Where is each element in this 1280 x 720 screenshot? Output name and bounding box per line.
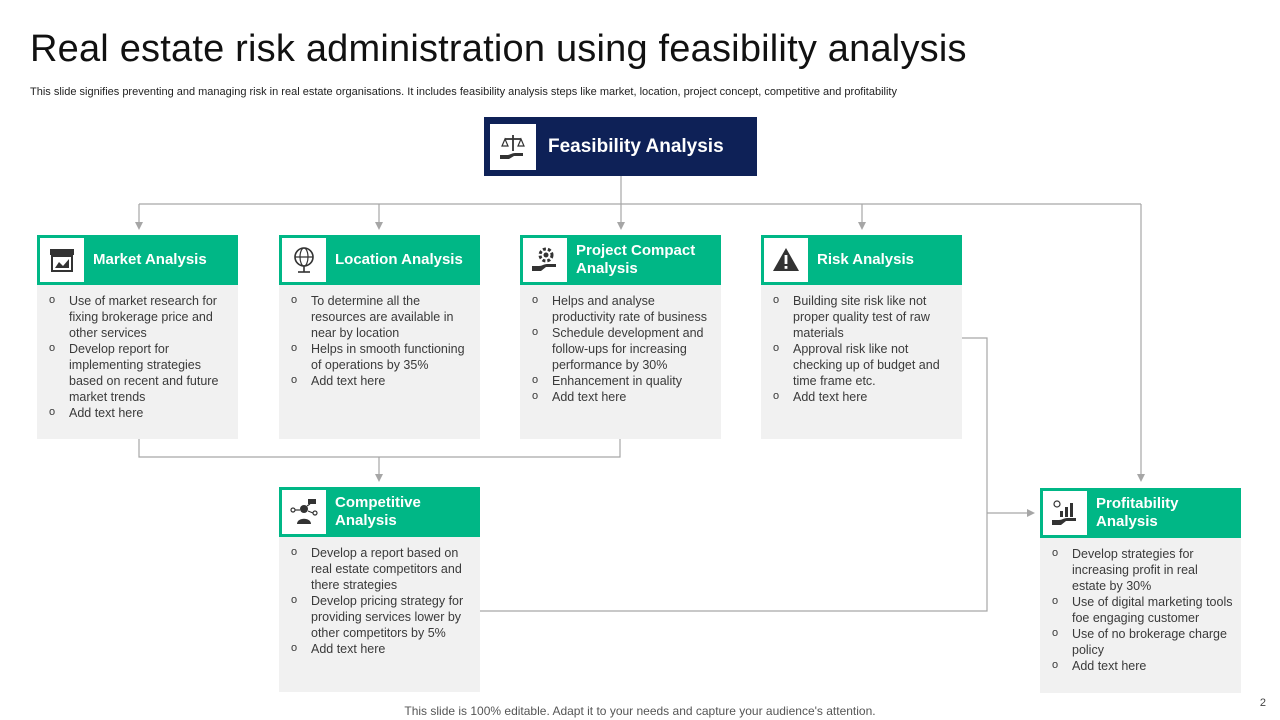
card-market-analysis	[37, 235, 238, 439]
person-network-icon	[282, 490, 326, 534]
list-item: o Approval risk like not checking up of budget and time frame etc.	[773, 341, 956, 389]
card-location-analysis	[279, 235, 480, 439]
card-title: Profitability Analysis	[1096, 495, 1179, 530]
card-profitability-analysis	[1040, 488, 1241, 693]
scale-hand-icon	[490, 124, 536, 170]
card-competitive-analysis	[279, 487, 480, 692]
connector-merge-bus	[139, 438, 620, 457]
root-label: Feasibility Analysis	[548, 135, 724, 157]
list-item: o Enhancement in quality	[532, 373, 715, 389]
card-body	[279, 285, 480, 439]
list-item: o Add text here	[291, 641, 474, 657]
card-header	[37, 235, 238, 285]
card-header	[520, 235, 721, 285]
storefront-icon	[40, 238, 84, 282]
card-title: Market Analysis	[93, 251, 207, 268]
list-item: o Add text here	[291, 373, 474, 389]
slide-footer: This slide is 100% editable. Adapt it to your needs and capture your audience's attention.	[404, 704, 876, 718]
slide-title: Real estate risk administration using feasibility analysis	[30, 28, 967, 70]
card-title: Competitive Analysis	[335, 494, 421, 529]
page-number: 2	[1259, 697, 1266, 709]
card-body	[279, 537, 480, 692]
card-title: Location Analysis	[335, 251, 463, 268]
gear-hand-icon	[523, 238, 567, 282]
card-header	[1040, 488, 1241, 538]
list-item: o Add text here	[49, 405, 232, 421]
list-item: o Add text here	[532, 389, 715, 405]
card-body	[520, 285, 721, 439]
list-item: o Add text here	[773, 389, 956, 405]
card-body	[761, 285, 962, 439]
list-item: o Schedule development and follow-ups for increasing performance by 30%	[532, 325, 715, 373]
card-title: Project Compact Analysis	[576, 242, 696, 277]
list-item: o Building site risk like not proper quality test of raw materials	[773, 293, 956, 341]
slide-subtitle: This slide signifies preventing and managing risk in real estate organisations. It includes feasibility analysis steps like market, location, project concept, competitive and profitability	[30, 86, 897, 98]
card-header	[761, 235, 962, 285]
list-item: o Develop strategies for increasing profit in real estate by 30%	[1052, 546, 1235, 594]
card-risk-analysis	[761, 235, 962, 439]
list-item: o Use of market research for fixing brokerage price and other services	[49, 293, 232, 341]
card-title: Risk Analysis	[817, 251, 914, 268]
card-header	[279, 235, 480, 285]
list-item: o Develop report for implementing strategies based on recent and future market trends	[49, 341, 232, 405]
list-item: o Develop pricing strategy for providing services lower by other competitors by 5%	[291, 593, 474, 641]
list-item: o Use of no brokerage charge policy	[1052, 626, 1235, 658]
list-item: o Helps and analyse productivity rate of business	[532, 293, 715, 325]
feasibility-root-box	[484, 117, 757, 176]
card-project-compact-analysis	[520, 235, 721, 439]
card-body	[37, 285, 238, 439]
globe-pin-icon	[282, 238, 326, 282]
list-item: o Develop a report based on real estate competitors and there strategies	[291, 545, 474, 593]
warning-icon	[764, 238, 808, 282]
list-item: o Helps in smooth functioning of operations by 35%	[291, 341, 474, 373]
profit-growth-icon	[1043, 491, 1087, 535]
card-body	[1040, 538, 1241, 693]
card-header	[279, 487, 480, 537]
list-item: o To determine all the resources are available in near by location	[291, 293, 474, 341]
list-item: o Add text here	[1052, 658, 1235, 674]
list-item: o Use of digital marketing tools foe engaging customer	[1052, 594, 1235, 626]
